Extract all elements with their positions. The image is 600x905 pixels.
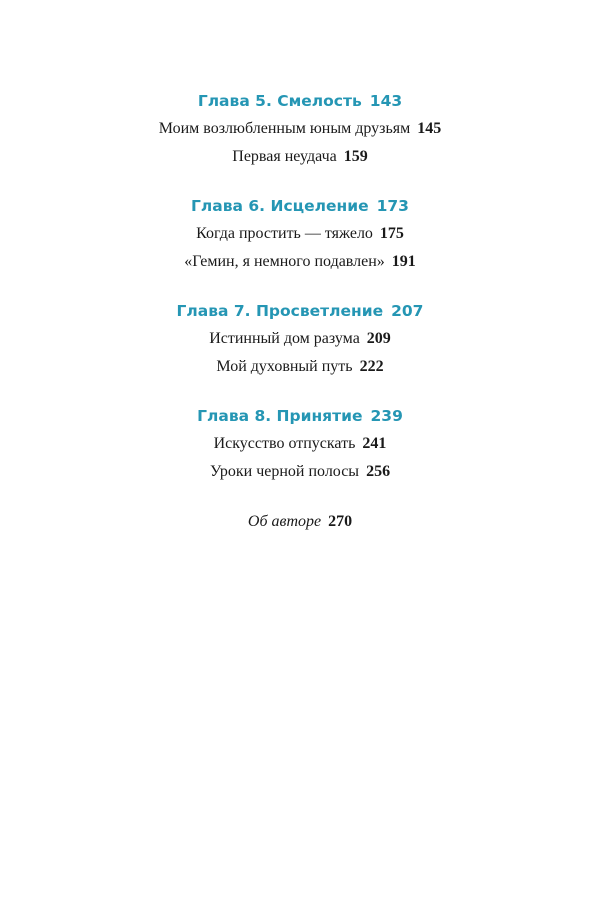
entry-page-number: 145: [417, 120, 442, 137]
entry-title: Истинный дом разума: [209, 330, 360, 347]
about-author-title: Об авторе: [247, 513, 322, 530]
entry-title: Моим возлюбленным юным друзьям: [158, 120, 411, 137]
table-of-contents: [0, 90, 600, 534]
chapter-7: [0, 300, 600, 379]
about-author-page-number: 270: [328, 513, 353, 530]
chapter-heading: [0, 90, 600, 112]
chapter-heading: [0, 195, 600, 217]
chapter-page-number: 143: [369, 92, 403, 110]
chapter-page-number: 207: [391, 302, 424, 320]
chapter-heading: [0, 300, 600, 322]
chapter-8: [0, 405, 600, 484]
toc-entry: [0, 145, 600, 169]
chapter-title: Глава 8. Принятие: [197, 407, 363, 425]
toc-entry: [0, 355, 600, 379]
chapter-title: Глава 5. Смелость: [197, 92, 362, 110]
chapter-title: Глава 7. Просветление: [176, 302, 384, 320]
entry-page-number: 209: [366, 330, 391, 347]
toc-entry: [0, 250, 600, 274]
chapter-5: [0, 90, 600, 169]
entry-page-number: 222: [359, 358, 384, 375]
entry-title: Первая неудача: [232, 148, 337, 165]
entry-title: Когда простить — тяжело: [196, 225, 373, 242]
entry-page-number: 159: [343, 148, 368, 165]
toc-entry: [0, 432, 600, 456]
entry-title: Уроки черной полосы: [209, 463, 360, 480]
chapter-title: Глава 6. Исцеление: [191, 197, 369, 215]
entry-title: «Гемин, я немного подавлен»: [184, 253, 385, 270]
chapter-heading: [0, 405, 600, 427]
toc-entry: [0, 222, 600, 246]
entry-page-number: 175: [379, 225, 404, 242]
chapter-page-number: 239: [370, 407, 403, 425]
about-author-entry: [0, 510, 600, 534]
entry-page-number: 191: [391, 253, 416, 270]
toc-entry: [0, 327, 600, 351]
chapter-6: [0, 195, 600, 274]
entry-title: Мой духовный путь: [216, 358, 353, 375]
entry-title: Искусство отпускать: [213, 435, 356, 452]
entry-page-number: 256: [366, 463, 391, 480]
chapter-page-number: 173: [376, 197, 409, 215]
entry-page-number: 241: [362, 435, 387, 452]
toc-entry: [0, 117, 600, 141]
toc-entry: [0, 460, 600, 484]
